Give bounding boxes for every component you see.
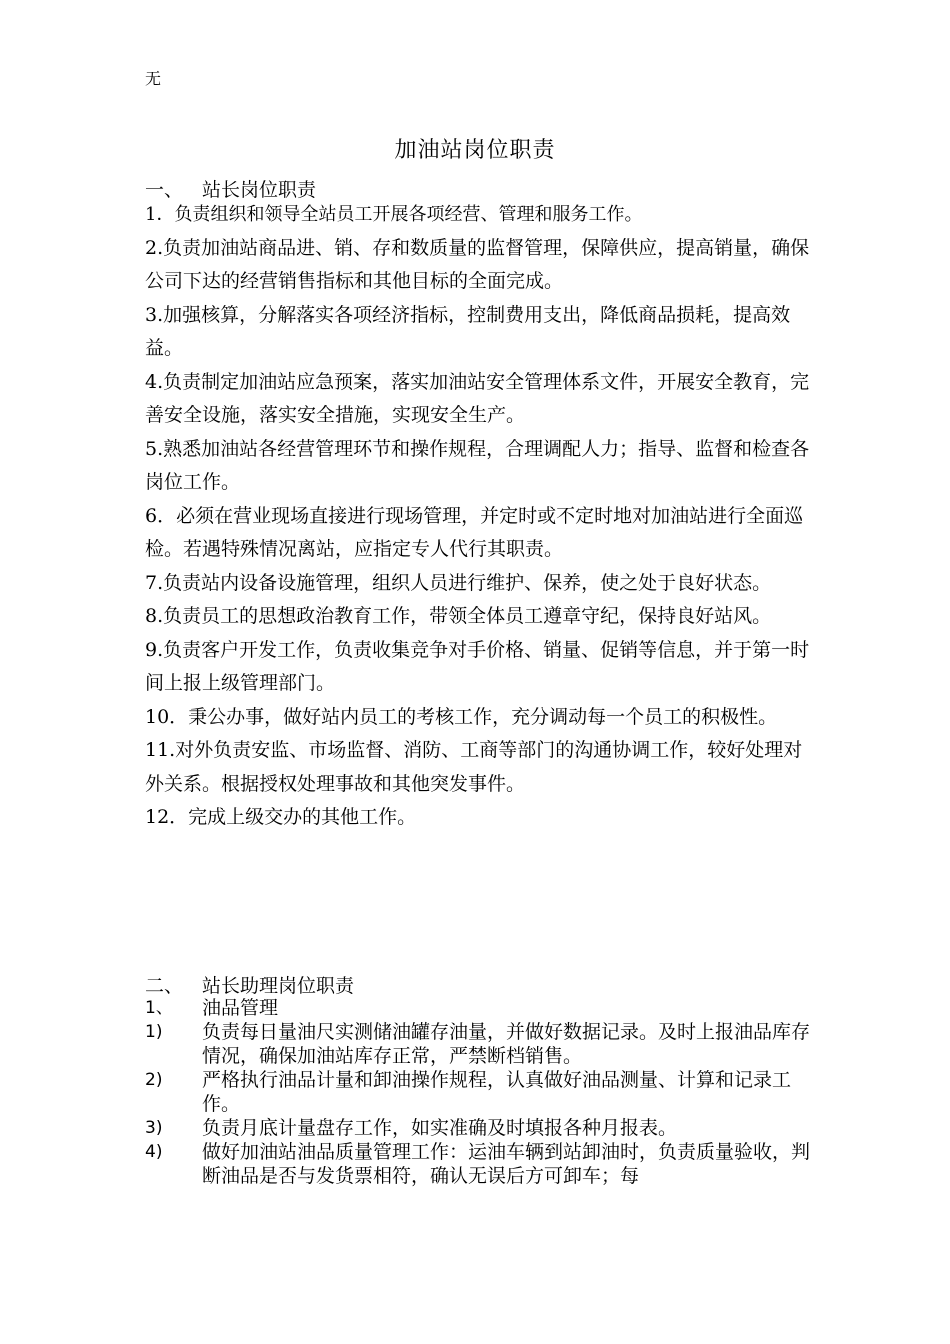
list-item-text: 负责月底计量盘存工作，如实准确及时填报各种月报表。	[202, 1117, 678, 1139]
section-2-number: 二、	[145, 975, 184, 997]
list-item-number: 1)	[145, 1022, 163, 1042]
list-item-number: 3)	[145, 1118, 163, 1138]
duty-item: 1．负责组织和领导全站员工开展各项经营、管理和服务工作。	[145, 204, 643, 225]
list-item-text: 严格执行油品计量和卸油操作规程，认真做好油品测量、计算和记录工作。	[202, 1069, 792, 1115]
subsection-number: 1、	[145, 998, 173, 1018]
subsection-heading	[145, 996, 810, 1020]
subsection-title: 油品管理	[202, 997, 279, 1019]
section-1-duty-list	[145, 198, 810, 835]
section-1-number: 一、	[145, 179, 184, 201]
duty-item: 5.熟悉加油站各经营管理环节和操作规程，合理调配人力；指导、监督和检查各岗位工作。	[145, 437, 810, 493]
header-mark: 无	[145, 69, 162, 88]
duty-item: 6．必须在营业现场直接进行现场管理，并定时或不定时地对加油站进行全面巡检。若遇特殊情况离站，应指定专人代行其职责。	[145, 504, 804, 560]
duty-item: 8.负责员工的思想政治教育工作，带领全体员工遵章守纪，保持良好站风。	[145, 605, 772, 627]
duty-item: 9.负责客户开发工作，负责收集竞争对手价格、销量、促销等信息，并于第一时间上报上级管理部门。	[145, 638, 810, 694]
duty-item: 12．完成上级交办的其他工作。	[145, 806, 417, 828]
list-item-number: 4)	[145, 1142, 163, 1162]
section-1-title: 站长岗位职责	[202, 179, 317, 201]
list-item	[145, 1140, 810, 1188]
duty-item: 11.对外负责安监、市场监督、消防、工商等部门的沟通协调工作，较好处理对外关系。根据授权处理事故和其他突发事件。	[145, 739, 803, 795]
list-item-text: 负责每日量油尺实测储油罐存油量，并做好数据记录。及时上报油品库存情况，确保加油站库存正常，严禁断档销售。	[202, 1021, 811, 1067]
list-item-number: 2)	[145, 1070, 163, 1090]
oil-management-duty-list	[145, 1020, 810, 1188]
duty-item: 2.负责加油站商品进、销、存和数质量的监督管理，保障供应，提高销量，确保公司下达的经营销售指标和其他目标的全面完成。	[145, 236, 810, 292]
section-2-heading	[145, 971, 354, 998]
duty-item: 10．秉公办事，做好站内员工的考核工作，充分调动每一个员工的积极性。	[145, 705, 778, 728]
document-title: 加油站岗位职责	[394, 138, 556, 163]
list-item	[145, 1020, 810, 1068]
duty-item: 4.负责制定加油站应急预案，落实加油站安全管理体系文件，开展安全教育，完善安全设施，落实安全措施，实现安全生产。	[145, 370, 810, 426]
section-2-title: 站长助理岗位职责	[202, 975, 355, 997]
list-item	[145, 1116, 810, 1140]
duty-item: 3.加强核算，分解落实各项经济指标，控制费用支出，降低商品损耗，提高效益。	[145, 303, 791, 359]
duty-item: 7.负责站内设备设施管理，组织人员进行维护、保养，使之处于良好状态。	[145, 571, 772, 594]
section-2-body	[145, 996, 810, 1188]
list-item	[145, 1068, 810, 1116]
list-item-text: 做好加油站油品质量管理工作：运油车辆到站卸油时，负责质量验收，判断油品是否与发货票相符，确认无误后方可卸车；每	[202, 1141, 811, 1187]
